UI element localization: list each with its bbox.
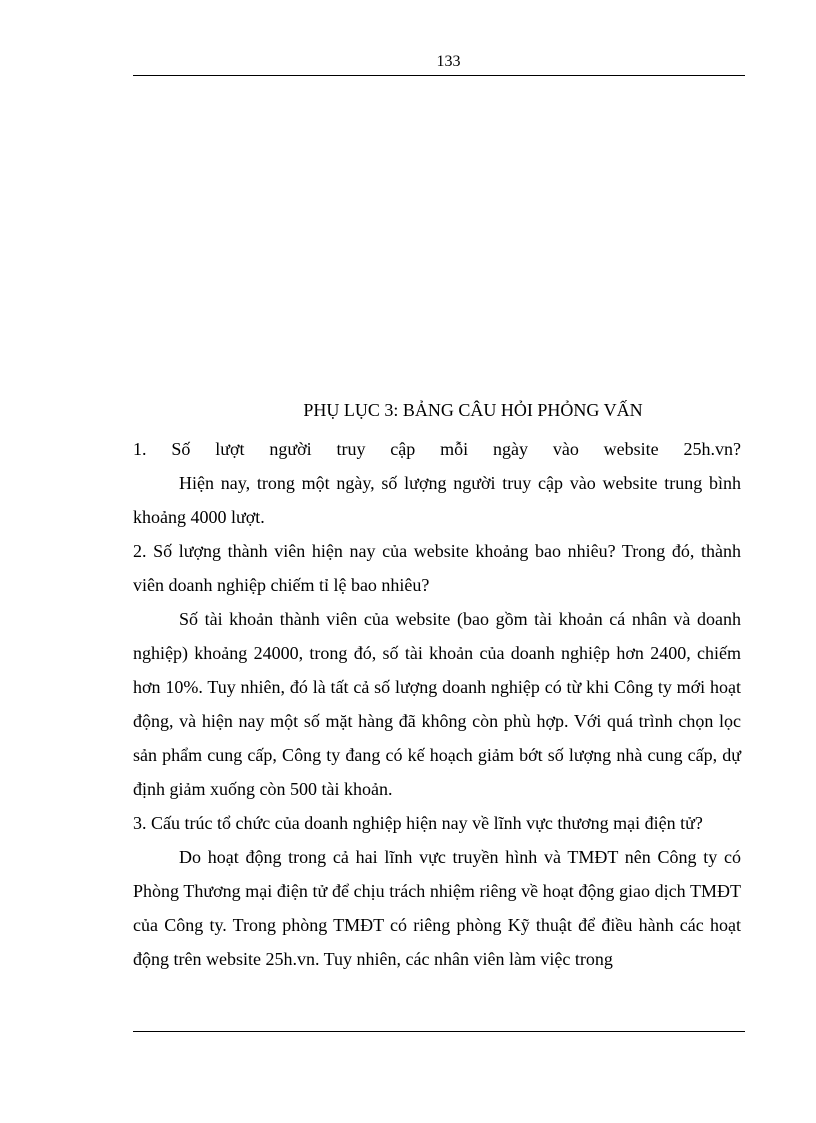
page-number: 133 bbox=[436, 53, 461, 70]
question-1: 1. Số lượt người truy cập mỗi ngày vào website 25h.vn? bbox=[133, 439, 741, 459]
appendix-title: PHỤ LỤC 3: BẢNG CÂU HỎI PHỎNG VẤN bbox=[303, 400, 643, 420]
header-rule bbox=[133, 75, 745, 76]
answer-3: Do hoạt động trong cả hai lĩnh vực truyền hình và TMĐT nên Công ty có Phòng Thương mại điện tử để chịu trách nhiệm riêng về hoạt động giao dịch TMĐT của Công ty. Trong phòng TMĐT có riêng phòng Kỹ thuật để điều hành các hoạt động trên website 25h.vn. Tuy nhiên, các nhân viên làm việc trong bbox=[133, 847, 741, 969]
answer-2: Số tài khoản thành viên của website (bao gồm tài khoản cá nhân và doanh nghiệp) khoảng 24000, trong đó, số tài khoản của doanh nghiệp hơn 2400, chiếm hơn 10%. Tuy nhiên, đó là tất cả số lượng doanh nghiệp có từ khi Công ty mới hoạt động, và hiện nay một số mặt hàng đã không còn phù hợp. Với quá trình chọn lọc sản phẩm cung cấp, Công ty đang có kế hoạch giảm bớt số lượng nhà cung cấp, dự định giảm xuống còn 500 tài khoản. bbox=[133, 609, 741, 799]
document-body bbox=[133, 398, 741, 976]
question-2: 2. Số lượng thành viên hiện nay của website khoảng bao nhiêu? Trong đó, thành viên doanh nghiệp chiếm tỉ lệ bao nhiêu? bbox=[133, 541, 741, 595]
question-3: 3. Cấu trúc tổ chức của doanh nghiệp hiện nay về lĩnh vực thương mại điện tử? bbox=[133, 813, 703, 833]
answer-1: Hiện nay, trong một ngày, số lượng người truy cập vào website trung bình khoảng 4000 lượt. bbox=[133, 473, 741, 527]
footer-rule bbox=[133, 1031, 745, 1032]
